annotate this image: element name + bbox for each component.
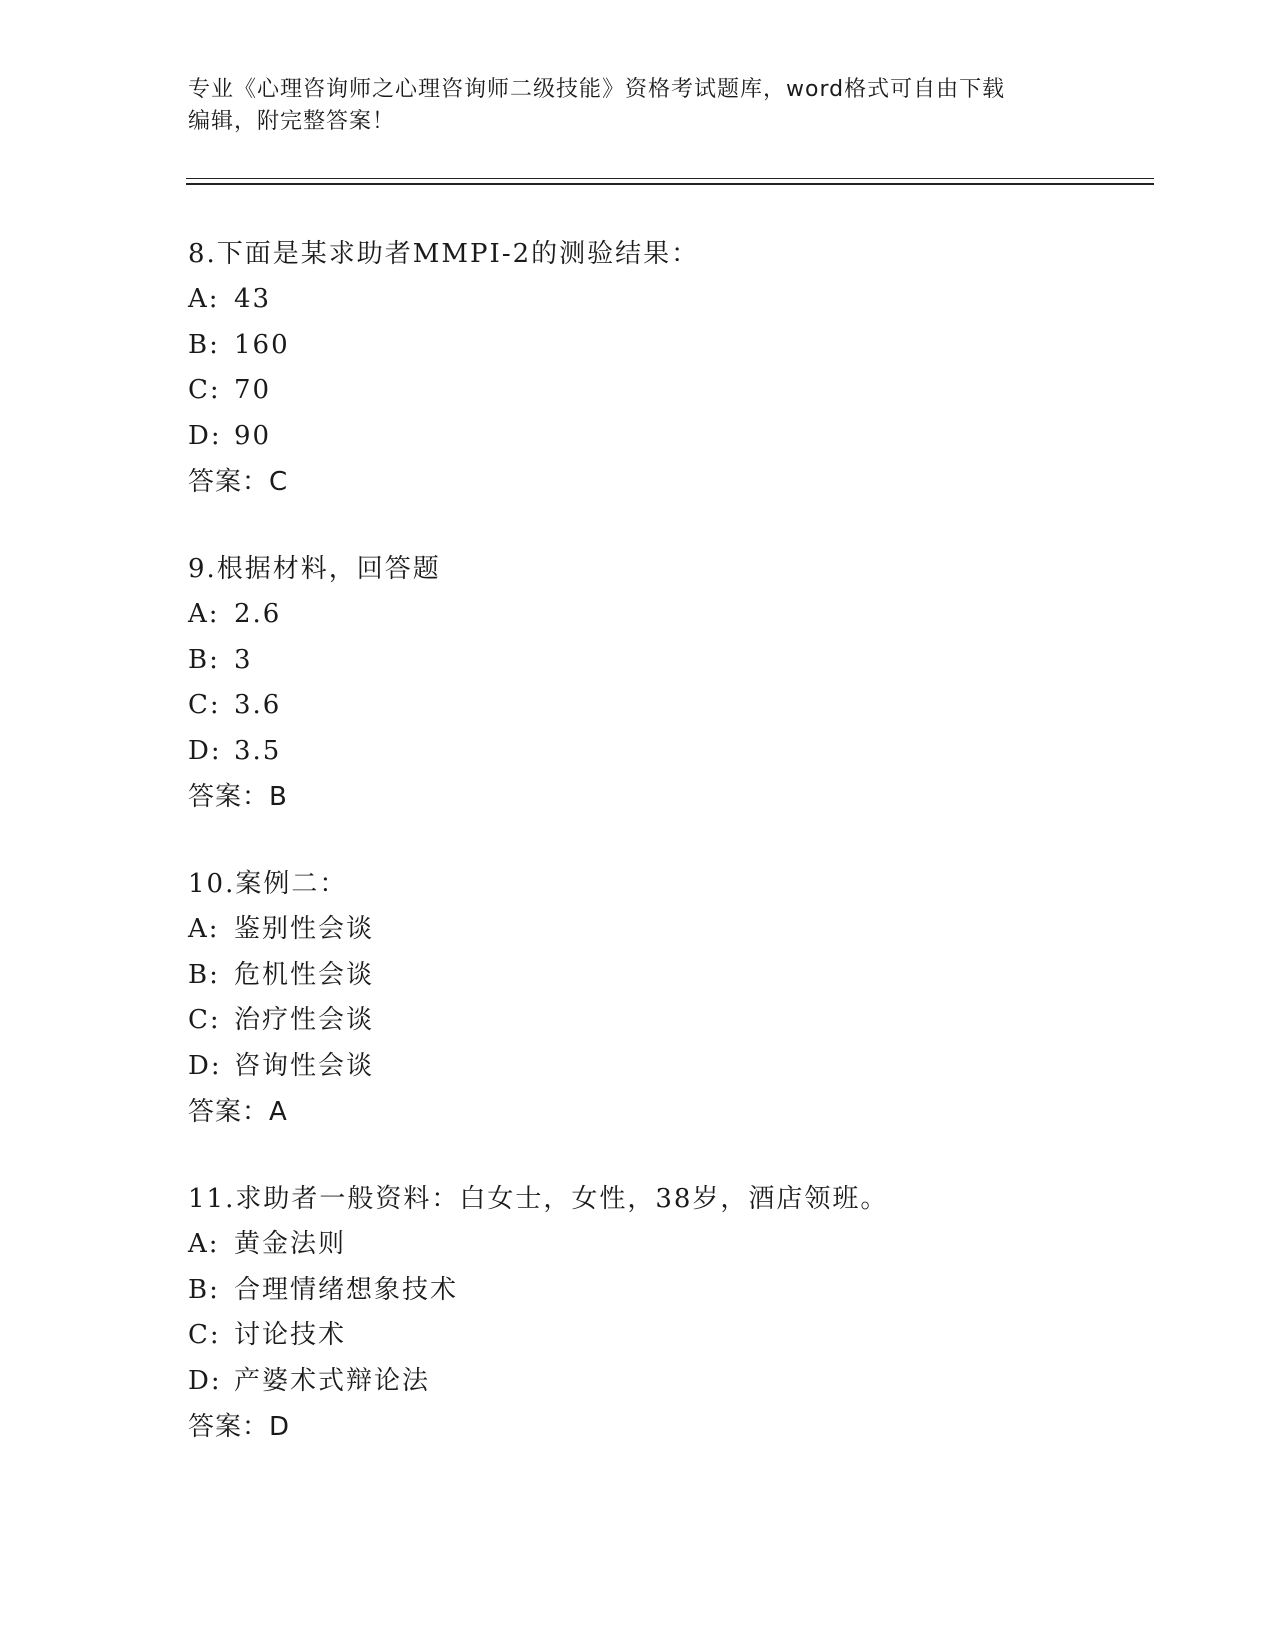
option-a [188, 1222, 1148, 1268]
question-11 [188, 1176, 1148, 1450]
question-title: 9.根据材料，回答题 [188, 554, 441, 584]
question-9 [188, 546, 1148, 820]
option-text: 3 [234, 644, 253, 675]
option-text: 90 [234, 420, 272, 451]
option-text: 合理情绪想象技术 [234, 1274, 459, 1305]
option-text: 160 [234, 329, 290, 360]
document-header [188, 74, 1088, 138]
option-text: 黄金法则 [234, 1229, 347, 1259]
header-line-1: 专业《心理咨询师之心理咨询师二级技能》资格考试题库，word格式可自由下载 [188, 77, 1006, 102]
question-title: 8.下面是某求助者MMPI-2的测验结果： [188, 239, 700, 269]
option-key: B: [188, 644, 220, 675]
answer-line: 答案：B [188, 782, 288, 812]
option-key: A: [188, 914, 220, 944]
option-a [188, 277, 1148, 323]
option-key: A: [188, 1229, 220, 1259]
option-key: C: [188, 375, 221, 405]
question-title: 10.案例二： [188, 869, 348, 899]
option-b [188, 953, 1148, 999]
option-b [188, 323, 1148, 369]
option-d [188, 1359, 1148, 1405]
option-key: C: [188, 1320, 221, 1350]
answer-line: 答案：D [188, 1412, 291, 1442]
header-line-2: 编辑，附完整答案！ [188, 109, 396, 134]
option-text: 产婆术式辩论法 [234, 1365, 431, 1396]
option-key: A: [188, 284, 220, 314]
option-c [188, 1313, 1148, 1359]
option-a [188, 592, 1148, 638]
option-key: B: [188, 1274, 220, 1305]
option-text: 70 [234, 375, 272, 405]
option-text: 治疗性会谈 [234, 1005, 375, 1035]
option-text: 鉴别性会谈 [234, 914, 375, 944]
option-text: 3.5 [234, 735, 282, 766]
option-c [188, 368, 1148, 414]
option-b [188, 1268, 1148, 1314]
question-8 [188, 231, 1148, 505]
option-text: 43 [234, 284, 272, 314]
option-key: D: [188, 1365, 222, 1396]
answer-line: 答案：C [188, 467, 289, 497]
option-d [188, 414, 1148, 460]
option-d [188, 729, 1148, 775]
option-text: 讨论技术 [234, 1320, 347, 1350]
option-key: B: [188, 329, 220, 360]
option-key: C: [188, 690, 221, 720]
option-key: A: [188, 599, 220, 629]
option-a [188, 907, 1148, 953]
option-text: 2.6 [234, 599, 282, 629]
option-text: 危机性会谈 [234, 959, 375, 990]
option-c [188, 998, 1148, 1044]
header-divider-thick [186, 183, 1154, 185]
option-d [188, 1044, 1148, 1090]
answer-line: 答案：A [188, 1097, 288, 1127]
question-10 [188, 861, 1148, 1135]
question-title: 11.求助者一般资料：白女士，女性，38岁，酒店领班。 [188, 1184, 889, 1214]
option-text: 咨询性会谈 [234, 1050, 375, 1081]
option-key: D: [188, 735, 222, 766]
option-text: 3.6 [234, 690, 282, 720]
option-b [188, 638, 1148, 684]
option-key: C: [188, 1005, 221, 1035]
header-divider-thin [186, 178, 1154, 179]
option-c [188, 683, 1148, 729]
option-key: D: [188, 420, 222, 451]
option-key: B: [188, 959, 220, 990]
option-key: D: [188, 1050, 222, 1081]
